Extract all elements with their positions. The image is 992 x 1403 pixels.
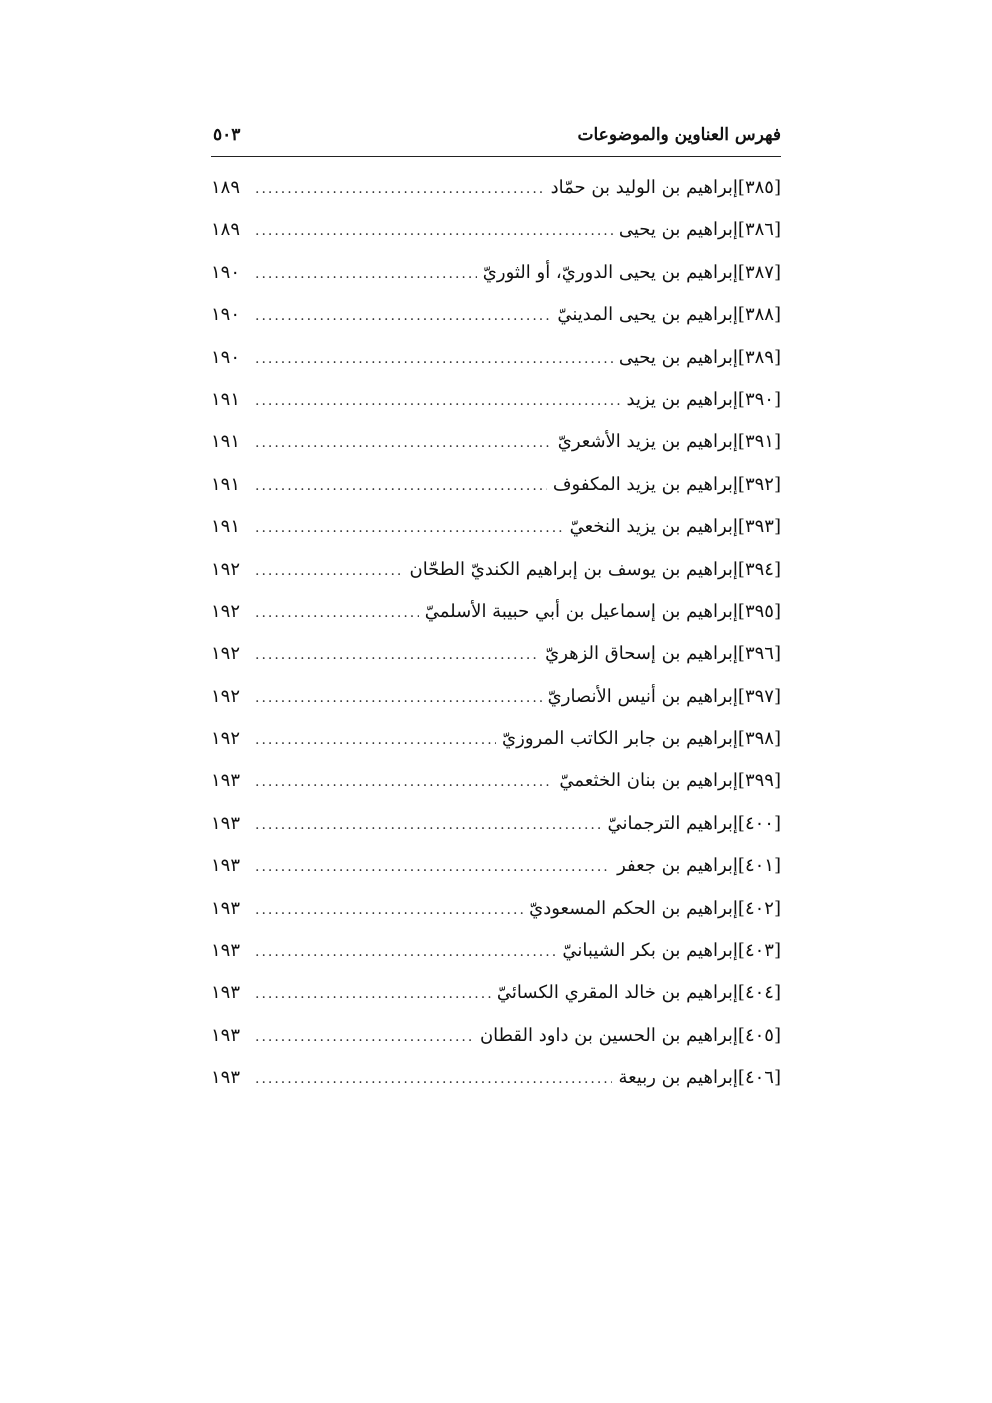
toc-entry <box>211 252 781 294</box>
toc-entry <box>211 845 781 887</box>
entry-page: ١٩١ <box>211 388 241 410</box>
toc-entry <box>211 1015 781 1057</box>
entry-title: إبراهيم بن بكر الشيبانيّ <box>562 940 738 962</box>
entry-page: ١٩٢ <box>211 728 241 750</box>
toc-entry <box>211 930 781 972</box>
toc-entry <box>211 803 781 845</box>
entry-title: إبراهيم بن يزيد الأشعريّ <box>557 431 738 453</box>
toc-entry <box>211 421 781 463</box>
toc-entry <box>211 888 781 930</box>
dot-leader <box>249 380 621 422</box>
entry-page: ١٨٩ <box>211 219 241 241</box>
toc-entry <box>211 379 781 421</box>
toc-entry <box>211 972 781 1014</box>
entry-number: [٤٠٣] <box>737 940 781 962</box>
entry-number: [٣٨٥] <box>737 177 781 198</box>
toc-entry <box>211 633 781 675</box>
entry-title: إبراهيم بن أنيس الأنصاريّ <box>547 685 738 707</box>
entry-number: [٣٨٩] <box>737 346 781 368</box>
entry-number: [٤٠٤] <box>737 982 781 1004</box>
entry-number: [٣٩٤] <box>737 558 781 580</box>
dot-leader <box>249 338 613 380</box>
entry-page: ١٩٣ <box>211 940 241 962</box>
toc-entry <box>211 549 781 591</box>
entry-number: [٣٩٢] <box>737 473 781 495</box>
entry-number: [٣٩٣] <box>737 516 781 538</box>
entry-number: [٣٩٧] <box>737 685 781 707</box>
dot-leader <box>249 550 403 592</box>
toc-entry <box>211 676 781 718</box>
entry-page: ١٩٣ <box>211 770 241 792</box>
running-title: فهرس العناوين والموضوعات <box>577 125 781 145</box>
entry-title: إبراهيم الترجمانيّ <box>607 812 738 834</box>
entry-title: إبراهيم بن إسحاق الزهريّ <box>545 643 738 665</box>
entry-number: [٤٠٠] <box>737 812 781 834</box>
entry-number: [٣٩٨] <box>737 728 781 750</box>
toc-entry <box>211 167 781 209</box>
entry-title: إبراهيم بن يزيد <box>626 388 738 410</box>
entry-page: ١٩٣ <box>211 812 241 834</box>
entry-page: ١٩٢ <box>211 643 241 665</box>
entry-page: ١٩٠ <box>211 304 241 326</box>
entry-title: إبراهيم بن يوسف بن إبراهيم الكنديّ الطحّان <box>409 558 738 580</box>
entry-number: [٤٠٢] <box>737 897 781 919</box>
entry-page: ١٩٣ <box>211 855 241 877</box>
entry-title: إبراهيم بن بنان الخثعميّ <box>559 770 738 792</box>
entry-title: إبراهيم بن يحيى <box>618 219 738 241</box>
entry-number: [٣٨٧] <box>737 261 781 283</box>
entry-number: [٣٩١] <box>737 431 781 453</box>
entry-number: [٣٨٦] <box>737 219 781 241</box>
entry-title: إبراهيم بن يحيى المدينيّ <box>557 304 738 326</box>
toc-entry <box>211 591 781 633</box>
dot-leader <box>249 719 496 761</box>
dot-leader <box>249 507 564 549</box>
dot-leader <box>249 889 523 931</box>
entry-page: ١٩١ <box>211 473 241 495</box>
dot-leader <box>249 168 545 210</box>
toc-entry <box>211 760 781 802</box>
dot-leader <box>249 422 552 464</box>
toc-entry <box>211 294 781 336</box>
dot-leader <box>249 592 419 634</box>
dot-leader <box>249 1058 612 1100</box>
dot-leader <box>249 210 613 252</box>
entry-number: [٤٠٥] <box>737 1024 781 1046</box>
entry-page: ١٨٩ <box>211 177 241 198</box>
dot-leader <box>249 973 491 1015</box>
dot-leader <box>249 465 547 507</box>
entry-number: [٣٩٥] <box>737 600 781 622</box>
dot-leader <box>249 634 539 676</box>
entry-number: [٣٩٠] <box>737 388 781 410</box>
entry-page: ١٩٢ <box>211 600 241 622</box>
entry-title: إبراهيم بن ربيعة <box>618 1067 738 1089</box>
entry-title: إبراهيم بن يزيد النخعيّ <box>569 516 738 538</box>
dot-leader <box>249 931 556 973</box>
entry-title: إبراهيم بن جعفر <box>617 855 738 877</box>
entry-page: ١٩٠ <box>211 346 241 368</box>
entry-page: ١٩٣ <box>211 897 241 919</box>
dot-leader <box>249 295 551 337</box>
entry-number: [٣٨٨] <box>737 304 781 326</box>
entry-title: إبراهيم بن يحيى <box>618 346 738 368</box>
entry-page: ١٩٢ <box>211 558 241 580</box>
entry-number: [٣٩٦] <box>737 643 781 665</box>
dot-leader <box>249 846 611 888</box>
dot-leader <box>249 761 553 803</box>
dot-leader <box>249 253 477 295</box>
entry-title: إبراهيم بن إسماعيل بن أبي حبيبة الأسلميّ <box>424 600 738 622</box>
entry-page: ١٩١ <box>211 431 241 453</box>
toc-entry <box>211 1057 781 1099</box>
entry-title: إبراهيم بن الحكم المسعوديّ <box>529 897 738 919</box>
toc-entry <box>211 464 781 506</box>
entry-number: [٤٠١] <box>737 855 781 877</box>
entry-title: إبراهيم بن يزيد المكفوف <box>552 473 738 495</box>
entry-page: ١٩٣ <box>211 1067 241 1089</box>
toc-entry <box>211 209 781 251</box>
dot-leader <box>249 804 601 846</box>
entry-title: إبراهيم بن الحسين بن داود القطان <box>479 1024 738 1046</box>
entry-page: ١٩٢ <box>211 685 241 707</box>
toc-entry <box>211 506 781 548</box>
toc-entry <box>211 718 781 760</box>
entry-page: ١٩١ <box>211 516 241 538</box>
entry-title: إبراهيم بن خالد المقري الكسائيّ <box>496 982 738 1004</box>
entry-title: إبراهيم بن جابر الكاتب المروزيّ <box>502 728 738 750</box>
dot-leader <box>249 677 542 719</box>
page-header <box>211 118 781 157</box>
entry-title: إبراهيم بن الوليد بن حمّاد <box>550 177 738 198</box>
entry-number: [٤٠٦] <box>737 1067 781 1089</box>
entry-number: [٣٩٩] <box>737 770 781 792</box>
entry-page: ١٩٣ <box>211 982 241 1004</box>
page-number: ٥٠٣ <box>213 125 241 145</box>
entry-title: إبراهيم بن يحيى الدوريّ، أو الثوريّ <box>482 261 738 283</box>
entry-page: ١٩٠ <box>211 261 241 283</box>
table-of-contents <box>211 167 781 1100</box>
toc-entry <box>211 337 781 379</box>
entry-page: ١٩٣ <box>211 1024 241 1046</box>
dot-leader <box>249 1016 474 1058</box>
